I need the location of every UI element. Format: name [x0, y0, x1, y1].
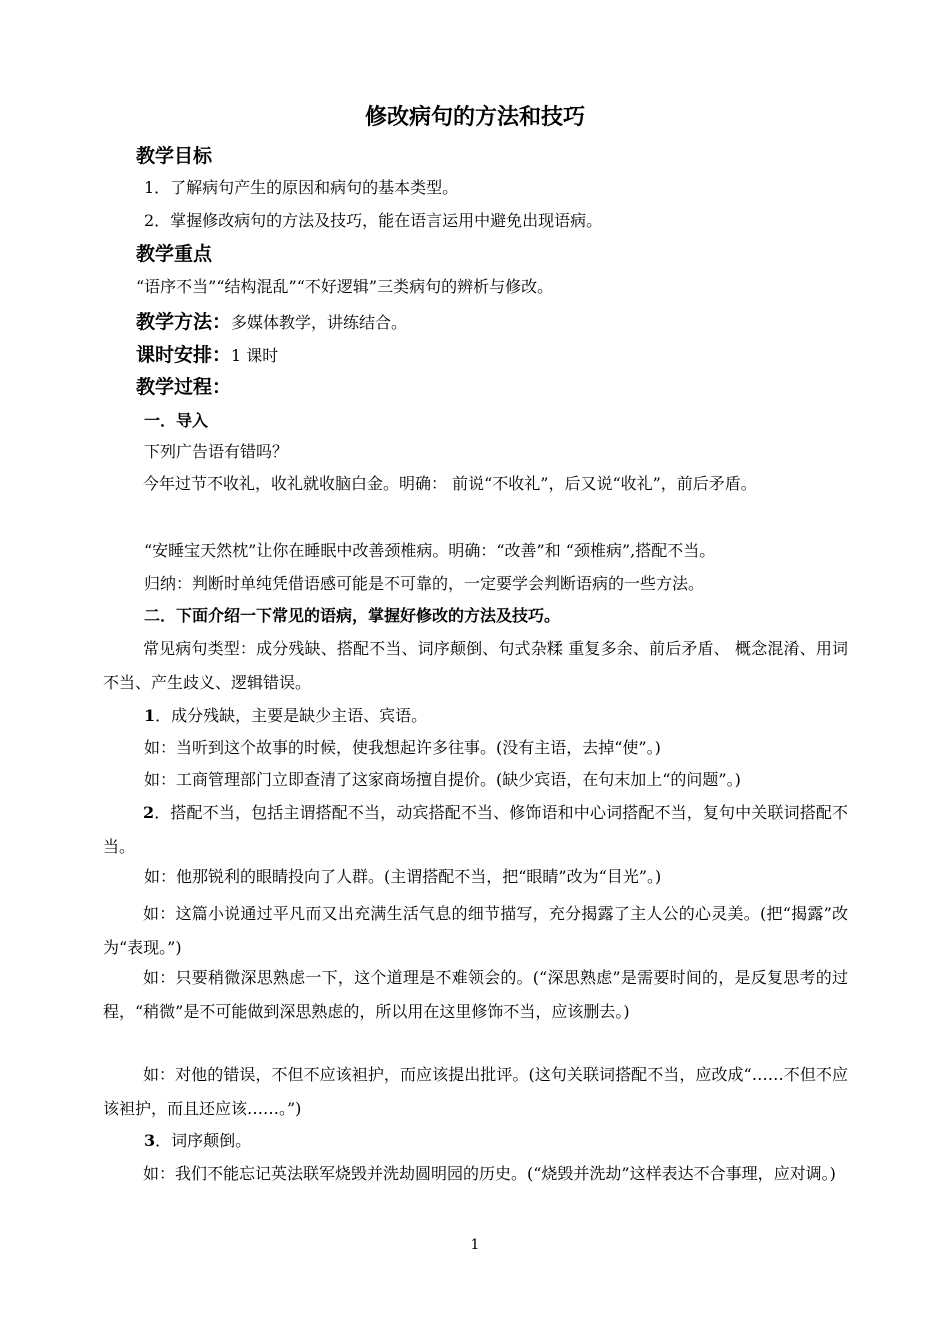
goal-item: 1．了解病句产生的原因和病句的基本类型。 [144, 178, 459, 197]
part-heading-errors: 二．下面介绍一下常见的语病，掌握好修改的方法及技巧。 [144, 606, 561, 625]
intro-example-1: 今年过节不收礼，收礼就收脑白金。明确： 前说“不收礼”，后又说“收礼”，前后矛盾。 [143, 474, 757, 493]
intro-example-2: “安睡宝天然枕”让你在睡眠中改善颈椎病。明确：“改善”和 “颈椎病”,搭配不当。 [144, 541, 716, 560]
category-3-text: ．词序颠倒。 [155, 1131, 252, 1150]
method-value: 多媒体教学，讲练结合。 [231, 313, 408, 332]
category-1-example: 如：当听到这个故事的时候，使我想起许多往事。(没有主语，去掉“使”。) [144, 738, 661, 757]
error-types: 常见病句类型：成分残缺、搭配不当、词序颠倒、句式杂糅 重复多余、前后矛盾、 概念混淆、用词不当、产生歧义、逻辑错误。 [103, 639, 848, 692]
section-heading-goals: 教学目标 [136, 145, 213, 167]
category-2-example: 如：这篇小说通过平凡而又出充满生活气息的细节描写，充分揭露了主人公的心灵美。(把“揭露”改为“表现。”) [103, 904, 848, 957]
category-1 [144, 705, 427, 727]
goal-item: 2．掌握修改病句的方法及技巧，能在语言运用中避免出现语病。 [144, 211, 603, 230]
method-label: 教学方法： [136, 311, 232, 333]
category-2-example: 如：只要稍微深思熟虑一下，这个道理是不难领会的。(“深思熟虑”是需要时间的，是反复思考的过程，“稍微”是不可能做到深思熟虑的，所以用在这里修饰不当，应该删去。) [103, 968, 848, 1021]
section-heading-method [136, 307, 407, 334]
focus-text: “语序不当”“结构混乱”“不好逻辑”三类病句的辨析与修改。 [136, 277, 554, 296]
category-2-example: 如：他那锐利的眼睛投向了人群。(主谓搭配不当，把“眼睛”改为“目光”。) [144, 867, 662, 886]
page-number: 1 [470, 1237, 480, 1253]
intro-question: 下列广告语有错吗？ [144, 442, 289, 461]
intro-summary: 归纳：判断时单纯凭借语感可能是不可靠的，一定要学会判断语病的一些方法。 [144, 574, 705, 593]
category-3-example: 如：我们不能忘记英法联军烧毁并洗劫圆明园的历史。(“烧毁并洗劫”这样表达不合事理，应对调。) [143, 1164, 836, 1183]
schedule-value: 1 课时 [231, 346, 279, 365]
category-1-text: ．成分残缺，主要是缺少主语、宾语。 [155, 706, 428, 725]
part-heading-intro: 一．导入 [144, 411, 209, 430]
category-3-number: 3 [144, 1131, 156, 1150]
category-1-example: 如：工商管理部门立即查清了这家商场擅自提价。(缺少宾语，在句末加上“的问题”。) [144, 770, 741, 789]
category-2-example: 如：对他的错误，不但不应该袒护，而应该提出批评。(这句关联词搭配不当，应改成“……不但不应该袒护，而且还应该……。”) [103, 1065, 848, 1118]
section-heading-process: 教学过程： [136, 376, 232, 398]
category-2 [103, 796, 848, 864]
section-heading-schedule [136, 340, 278, 367]
section-heading-focus: 教学重点 [136, 243, 213, 265]
category-1-number: 1 [144, 706, 156, 725]
category-3 [144, 1130, 251, 1152]
category-2-text: ．搭配不当，包括主谓搭配不当，动宾搭配不当、修饰语和中心词搭配不当，复句中关联词搭配不当。 [103, 803, 848, 856]
category-2-number: 2 [143, 803, 155, 822]
schedule-label: 课时安排： [136, 344, 232, 366]
document-title: 修改病句的方法和技巧 [364, 105, 585, 130]
